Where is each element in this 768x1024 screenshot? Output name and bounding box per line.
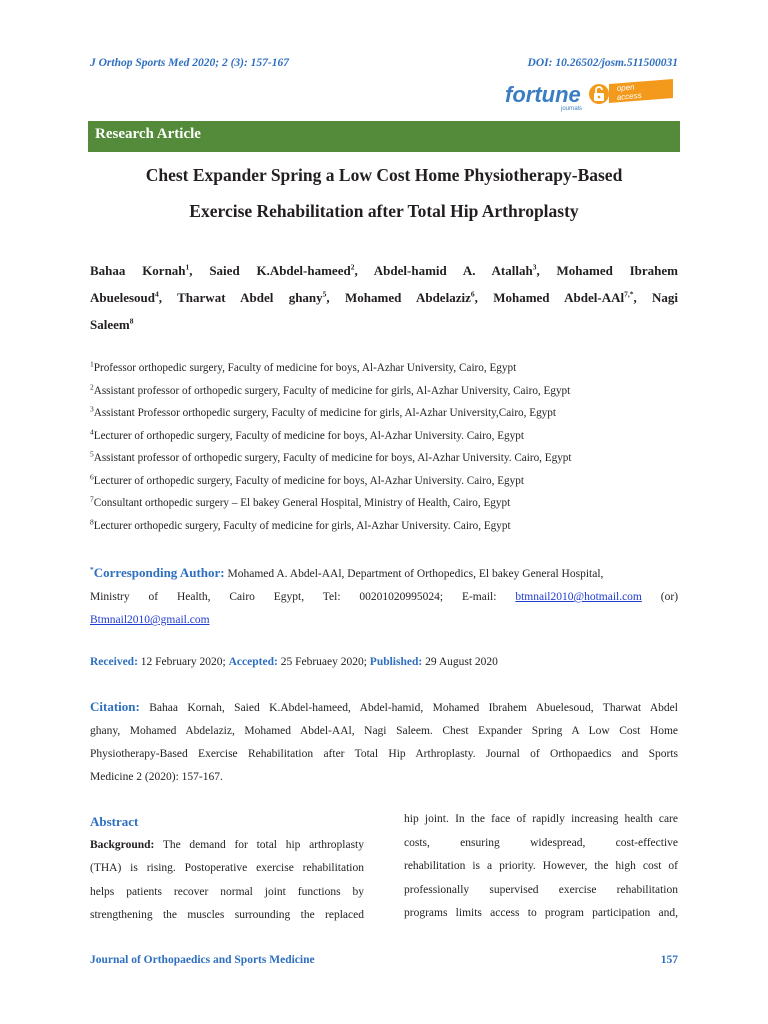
affiliation-item — [90, 451, 572, 465]
citation-line-3: Physiotherapy-Based Exercise Rehabilitation after Total Hip Arthroplasty. Journal of Orthopaedics and Sports — [90, 748, 678, 760]
affiliation-item — [90, 406, 556, 420]
author-affil-mark: 6 — [470, 289, 475, 299]
author-affil-mark: 3 — [532, 262, 537, 272]
open-access-text-bottom: access — [616, 90, 642, 102]
author-line-2: Abuelesoud$^4$, Tharwat Abdel ghany$^5$, Mohamed Abdelaziz$^6$, Mohamed Abdel-AAl$^{7,*}$, Nagi — [90, 289, 679, 305]
received-label: Received: — [90, 656, 138, 668]
author-line-3: Saleem$^8$ — [90, 316, 134, 332]
abstract-right-line-4: professionally supervised exercise rehabilitation — [404, 883, 678, 896]
citation-label: Citation: — [90, 699, 140, 714]
affiliation-item — [90, 361, 516, 375]
affiliation-item — [90, 426, 524, 443]
author-name: Mohamed Abdel-AAl — [493, 290, 625, 305]
author-name: Mohamed Abdelaziz — [345, 290, 471, 305]
citation — [90, 695, 678, 789]
accepted-label: Accepted: — [228, 656, 278, 668]
background-label: Background: — [90, 838, 155, 851]
corresponding-line-2 — [90, 586, 678, 609]
abstract-text: The demand for total hip arthroplasty — [154, 838, 364, 851]
affiliation-text: Lecturer of orthopedic surgery, Faculty of medicine for boys, Al-Azhar University. Cairo, Egypt — [93, 474, 524, 487]
author-list — [90, 257, 678, 338]
affiliation-text: Professor orthopedic surgery, Faculty of medicine for boys, Al-Azhar University, Cairo, Egypt — [93, 362, 517, 374]
author-affil-mark: 7,* — [624, 289, 634, 299]
affiliation-text: Assistant professor of orthopedic surgery, Faculty of medicine for girls, Al-Azhar University, Cairo, Egypt — [93, 384, 571, 397]
author-name: Bahaa Kornah — [90, 263, 186, 278]
author-affil-mark: 2 — [350, 262, 355, 272]
corresponding-line-1 — [90, 561, 678, 586]
publisher-logo — [505, 76, 677, 112]
title-line-2: Exercise Rehabilitation after Total Hip Arthroplasty — [189, 201, 579, 221]
corresponding-contact: Ministry of Health, Cairo Egypt, Tel: 00201020995024; E-mail: — [90, 591, 497, 603]
author-affil-mark: 5 — [322, 289, 327, 299]
affiliation-text: Lecturer orthopedic surgery, Faculty of medicine for girls, Al-Azhar University. Cairo, Egypt — [93, 519, 511, 532]
article-dates — [90, 651, 678, 674]
doi: DOI: 10.26502/josm.511500031 — [527, 57, 678, 69]
open-access-icon — [589, 84, 609, 104]
abstract-right-column — [404, 808, 678, 926]
open-access-text-top: open — [616, 82, 635, 93]
corresponding-line-3 — [90, 609, 678, 632]
author-affil-mark: 1 — [185, 262, 190, 272]
affiliation-number: 1 — [90, 359, 94, 369]
fortune-logo-graphic — [505, 76, 677, 112]
abstract-right-line-1: hip joint. In the face of rapidly increasing health care — [404, 813, 678, 825]
email-link-1[interactable]: btmnail2010@hotmail.com — [515, 591, 642, 603]
affiliation-text: Assistant Professor orthopedic surgery, Faculty of medicine for girls, Al-Azhar University,Cairo, Egypt — [93, 407, 556, 419]
author-name: Saied K.Abdel-hameed — [209, 263, 351, 278]
affiliation-number: 4 — [90, 426, 94, 436]
affiliation-text: Lecturer of orthopedic surgery, Faculty of medicine for boys, Al-Azhar University. Cairo, Egypt — [93, 429, 524, 442]
abstract-left-line-4: strengthening the muscles surrounding the replaced — [90, 909, 364, 921]
affiliation-item — [90, 496, 510, 510]
corresponding-or: (or) — [660, 591, 679, 603]
published-date: 29 August 2020 — [422, 656, 498, 668]
journal-reference: J Orthop Sports Med 2020; 2 (3): 157-167 — [90, 57, 290, 69]
affiliation-item — [90, 516, 511, 533]
footer-journal-name: Journal of Orthopaedics and Sports Medicine — [90, 954, 315, 966]
affiliation-number: 5 — [90, 449, 94, 459]
abstract-left-line-3: helps patients recover normal joint functions by — [90, 885, 364, 898]
published-label: Published: — [369, 656, 423, 668]
affiliation-text: Consultant orthopedic surgery – El bakey General Hospital, Ministry of Health, Cairo, Egypt — [93, 497, 511, 509]
email-link-2[interactable]: Btmnail2010@gmail.com — [90, 614, 210, 626]
abstract-right-line-2: costs, ensuring widespread, cost-effective — [404, 836, 678, 849]
logo-subtext: journals — [561, 106, 583, 112]
affiliation-item — [90, 471, 524, 488]
affiliation-number: 2 — [90, 381, 94, 391]
corresponding-label: Corresponding Author: — [93, 565, 225, 580]
citation-line-4: Medicine 2 (2020): 157-167. — [90, 771, 223, 783]
article-type-banner — [88, 121, 680, 152]
received-date: 12 February 2020; — [137, 656, 229, 668]
corresponding-text: Mohamed A. Abdel-AAl, Department of Orthopedics, El bakey General Hospital, — [224, 568, 604, 580]
accepted-date: 25 Februaey 2020; — [277, 656, 370, 668]
affiliation-number: 3 — [90, 404, 94, 414]
author-name: Tharwat Abdel ghany — [177, 290, 323, 305]
affiliation-number: 7 — [90, 494, 94, 504]
affiliation-text: Assistant professor of orthopedic surgery, Faculty of medicine for boys, Al-Azhar University. Cairo, Egypt — [93, 452, 572, 464]
abstract-right-line-5: programs limits access to program participation and, — [404, 907, 678, 919]
abstract-right-line-3: rehabilitation is a priority. However, the high cost of — [404, 860, 678, 872]
article-type-label: Research Article — [95, 126, 201, 142]
affiliation-number: 8 — [90, 516, 94, 526]
abstract-left-line-1 — [90, 834, 364, 858]
citation-line-2: ghany, Mohamed Abdelaziz, Mohamed Abdel-AAl, Nagi Saleem. Chest Expander Spring A Low Cost Home — [90, 725, 678, 737]
affiliation-number: 6 — [90, 471, 94, 481]
citation-text: Bahaa Kornah, Saied K.Abdel-hameed, Abdel-hamid, Mohamed Ibrahem Abuelesoud, Tharwat Abdel — [139, 702, 678, 714]
citation-line-1 — [90, 695, 678, 720]
author-affil-mark: 8 — [129, 316, 134, 326]
author-line-1: Bahaa Kornah$^1$, Saied K.Abdel-hameed$^2$, Abdel-hamid A. Atallah$^3$, Mohamed Ibrahem — [90, 262, 679, 278]
abstract-left-line-2: (THA) is rising. Postoperative exercise rehabilitation — [90, 862, 364, 874]
abstract-heading: Abstract — [90, 814, 139, 829]
logo-wordmark: fortune — [505, 82, 581, 107]
corresponding-star: * — [90, 565, 94, 575]
page-number: 157 — [660, 954, 678, 966]
title-line-1: Chest Expander Spring a Low Cost Home Physiotherapy-Based — [145, 165, 623, 185]
affiliation-item — [90, 381, 571, 398]
abstract-left-column — [90, 810, 364, 928]
author-affil-mark: 4 — [155, 289, 159, 299]
author-name: Abdel-hamid A. Atallah — [373, 263, 533, 278]
corresponding-author — [90, 561, 678, 632]
